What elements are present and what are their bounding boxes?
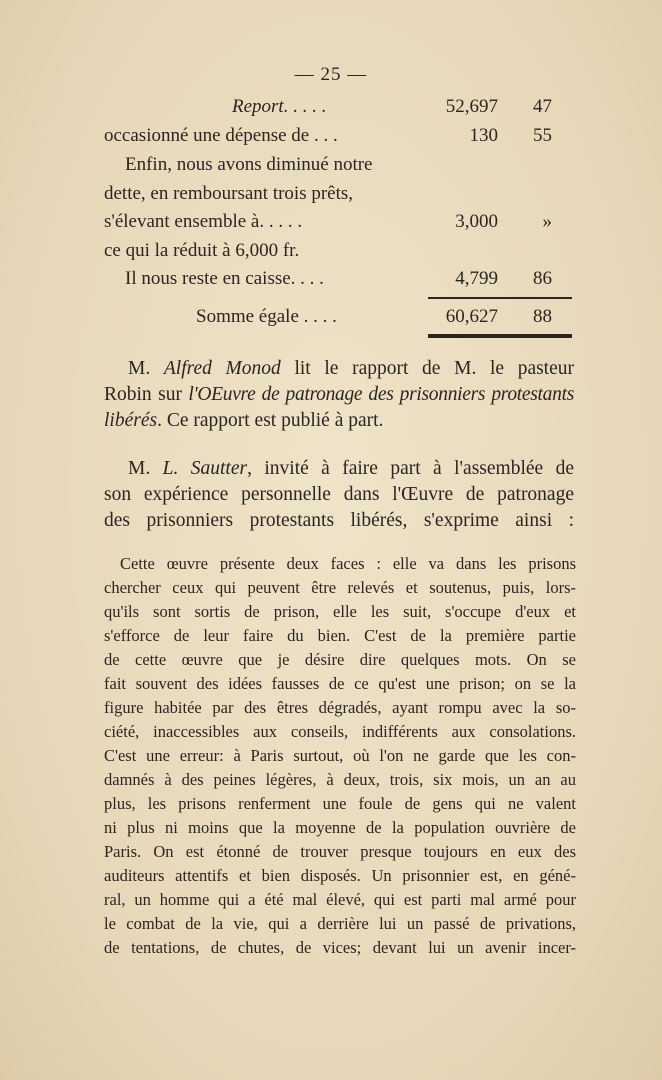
- ledger-label-selevant: s'élevant ensemble à. . . . .: [104, 211, 303, 232]
- ledger-label-total: Somme égale . . . .: [196, 306, 337, 327]
- paragraph-monod-text-1: lit le rapport de M. le pasteur: [280, 358, 575, 379]
- ledger-label-dette: dette, en remboursant trois prêts,: [104, 183, 354, 204]
- speaker-name-sautter: L. Sautter: [162, 458, 248, 479]
- quote-line: ni plus ni moins que la moyenne de la population ouvrière de: [104, 818, 576, 837]
- ledger-label-enfin: Enfin, nous avons diminué notre: [125, 154, 373, 175]
- quote-line: fait souvent des idées fausses de ce qu'est une prison; on se la: [104, 674, 576, 693]
- paragraph-monod: [104, 356, 574, 434]
- paragraph-sautter: [104, 456, 574, 534]
- ledger-cents-total: 88: [533, 306, 552, 327]
- ledger-cents-depense: 55: [533, 125, 552, 146]
- ledger-amount-report: 52,697: [445, 96, 498, 117]
- paragraph-monod-line-3: [104, 408, 574, 434]
- paragraph-sautter-text-1: , invité à faire part à l'assemblée de: [247, 458, 574, 479]
- ledger-label-caisse: Il nous reste en caisse. . . .: [125, 268, 324, 289]
- quote-line: figure habitée par des êtres dégradés, ayant rompu avec la so-: [104, 698, 576, 717]
- ledger-amount-depense: 130: [469, 125, 498, 146]
- quote-line: chercher ceux qui peuvent être relevés et soutenus, puis, lors-: [104, 578, 576, 597]
- paragraph-sautter-line-1: [104, 456, 574, 482]
- paragraph-monod-prefix: M.: [128, 358, 164, 379]
- quote-line: damnés à des peines légères, à deux, trois, six mois, un an au: [104, 770, 576, 789]
- paragraph-sautter-prefix: M.: [128, 458, 163, 479]
- report-title: l'OEuvre de patronage des prisonniers protestants: [188, 384, 574, 405]
- quote-line: qu'ils sont sortis de prison, elle les suit, s'occupe d'eux et: [104, 602, 576, 621]
- quote-line: Paris. On est étonné de trouver presque toujours en eux des: [104, 842, 576, 861]
- paragraph-sautter-line-2: son expérience personnelle dans l'Œuvre de patronage: [104, 484, 574, 505]
- speaker-name-monod: Alfred Monod: [163, 358, 281, 379]
- sum-rule-top: [428, 297, 572, 299]
- paragraph-monod-text-3: . Ce rapport est publié à part.: [157, 410, 384, 431]
- ledger-cents-prets: »: [542, 211, 552, 232]
- quote-line: C'est une erreur: à Paris surtout, où l'on ne garde que les con-: [104, 746, 576, 765]
- quote-line: auditeurs attentifs et bien disposés. Un prisonnier est, en géné-: [104, 866, 576, 885]
- quoted-speech: [104, 552, 576, 960]
- paragraph-monod-line-1: [104, 356, 574, 382]
- quote-line: ral, un homme qui a été mal élevé, qui est parti mal armé pour: [104, 890, 576, 909]
- ledger-cents-caisse: 86: [533, 268, 552, 289]
- paragraph-sautter-line-3: des prisonniers protestants libérés, s'exprime ainsi :: [104, 510, 574, 531]
- quote-line: plus, les prisons renferment une foule de gens qui ne valent: [104, 794, 576, 813]
- quote-line: de tentations, de chutes, de vices; devant lui un avenir incer-: [104, 938, 576, 957]
- ledger-label-report: Report. . . . .: [232, 96, 327, 117]
- ledger-amount-prets: 3,000: [455, 211, 498, 232]
- ledger-amount-caisse: 4,799: [455, 268, 498, 289]
- quote-line: s'efforce de leur faire du bien. C'est de la première partie: [104, 626, 576, 645]
- quote-line: ciété, inaccessibles aux conseils, indifférents aux consolations.: [104, 722, 576, 741]
- report-title-end: libérés: [104, 410, 158, 431]
- page-number: — 25 —: [294, 64, 368, 85]
- ledger-label-reduit: ce qui la réduit à 6,000 fr.: [104, 240, 300, 261]
- quote-line: de cette œuvre que je désire dire quelques mots. On se: [104, 650, 576, 669]
- paragraph-monod-text-2: Robin sur: [104, 384, 189, 405]
- paragraph-monod-line-2: [104, 382, 574, 408]
- sum-rule-bottom: [428, 334, 572, 338]
- ledger-cents-report: 47: [533, 96, 552, 117]
- quote-line: Cette œuvre présente deux faces : elle va dans les prisons: [120, 554, 576, 573]
- quote-line: le combat de la vie, qui a derrière lui un passé de privations,: [104, 914, 576, 933]
- ledger-amount-total: 60,627: [445, 306, 498, 327]
- ledger-label-depense: occasionné une dépense de . . .: [104, 125, 338, 146]
